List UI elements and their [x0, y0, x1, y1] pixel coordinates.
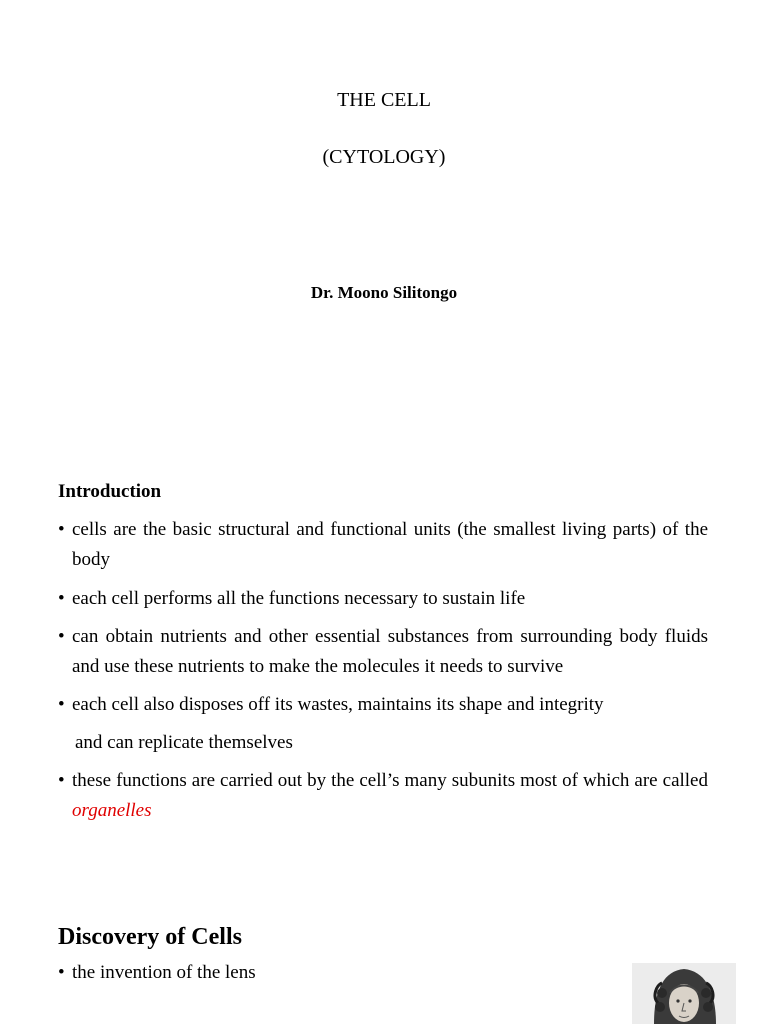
bullet-marker: • [58, 519, 65, 540]
intro-bullet [58, 515, 708, 575]
portrait-illustration [632, 963, 736, 1024]
intro-continuation-line: and can replicate themselves [75, 732, 293, 753]
intro-bullet-text: each cell performs all the functions necessary to sustain life [72, 588, 526, 609]
organelles-highlight: organelles [72, 800, 152, 821]
bullet-marker: • [58, 770, 65, 791]
intro-bullet-text-prefix: these functions are carried out by the cell’s many subunits most of which are called [72, 770, 708, 791]
intro-bullet-text: can obtain nutrients and other essential substances from surrounding body fluids and use these nutrients to make the molecules it needs to survive [72, 626, 708, 677]
intro-bullet [58, 690, 708, 720]
bullet-marker: • [58, 626, 65, 647]
intro-bullet [58, 766, 708, 826]
document-title: THE CELL [337, 89, 431, 111]
introduction-heading: Introduction [58, 481, 162, 502]
intro-bullet [58, 622, 708, 682]
intro-bullet-text: each cell also disposes off its wastes, maintains its shape and integrity [72, 694, 604, 715]
intro-bullet-text: cells are the basic structural and functional units (the smallest living parts) of the body [72, 519, 708, 570]
discovery-bullet [58, 958, 558, 988]
bullet-marker: • [58, 588, 65, 609]
intro-bullet [58, 584, 708, 614]
intro-bullet-text [58, 766, 708, 826]
scientist-portrait-image [632, 963, 736, 1024]
document-subtitle: (CYTOLOGY) [322, 146, 446, 168]
bullet-marker: • [58, 694, 65, 715]
discovery-heading: Discovery of Cells [58, 924, 242, 950]
author-name: Dr. Moono Silitongo [310, 283, 458, 302]
bullet-marker: • [58, 962, 65, 983]
discovery-bullet-text: the invention of the lens [72, 962, 256, 983]
